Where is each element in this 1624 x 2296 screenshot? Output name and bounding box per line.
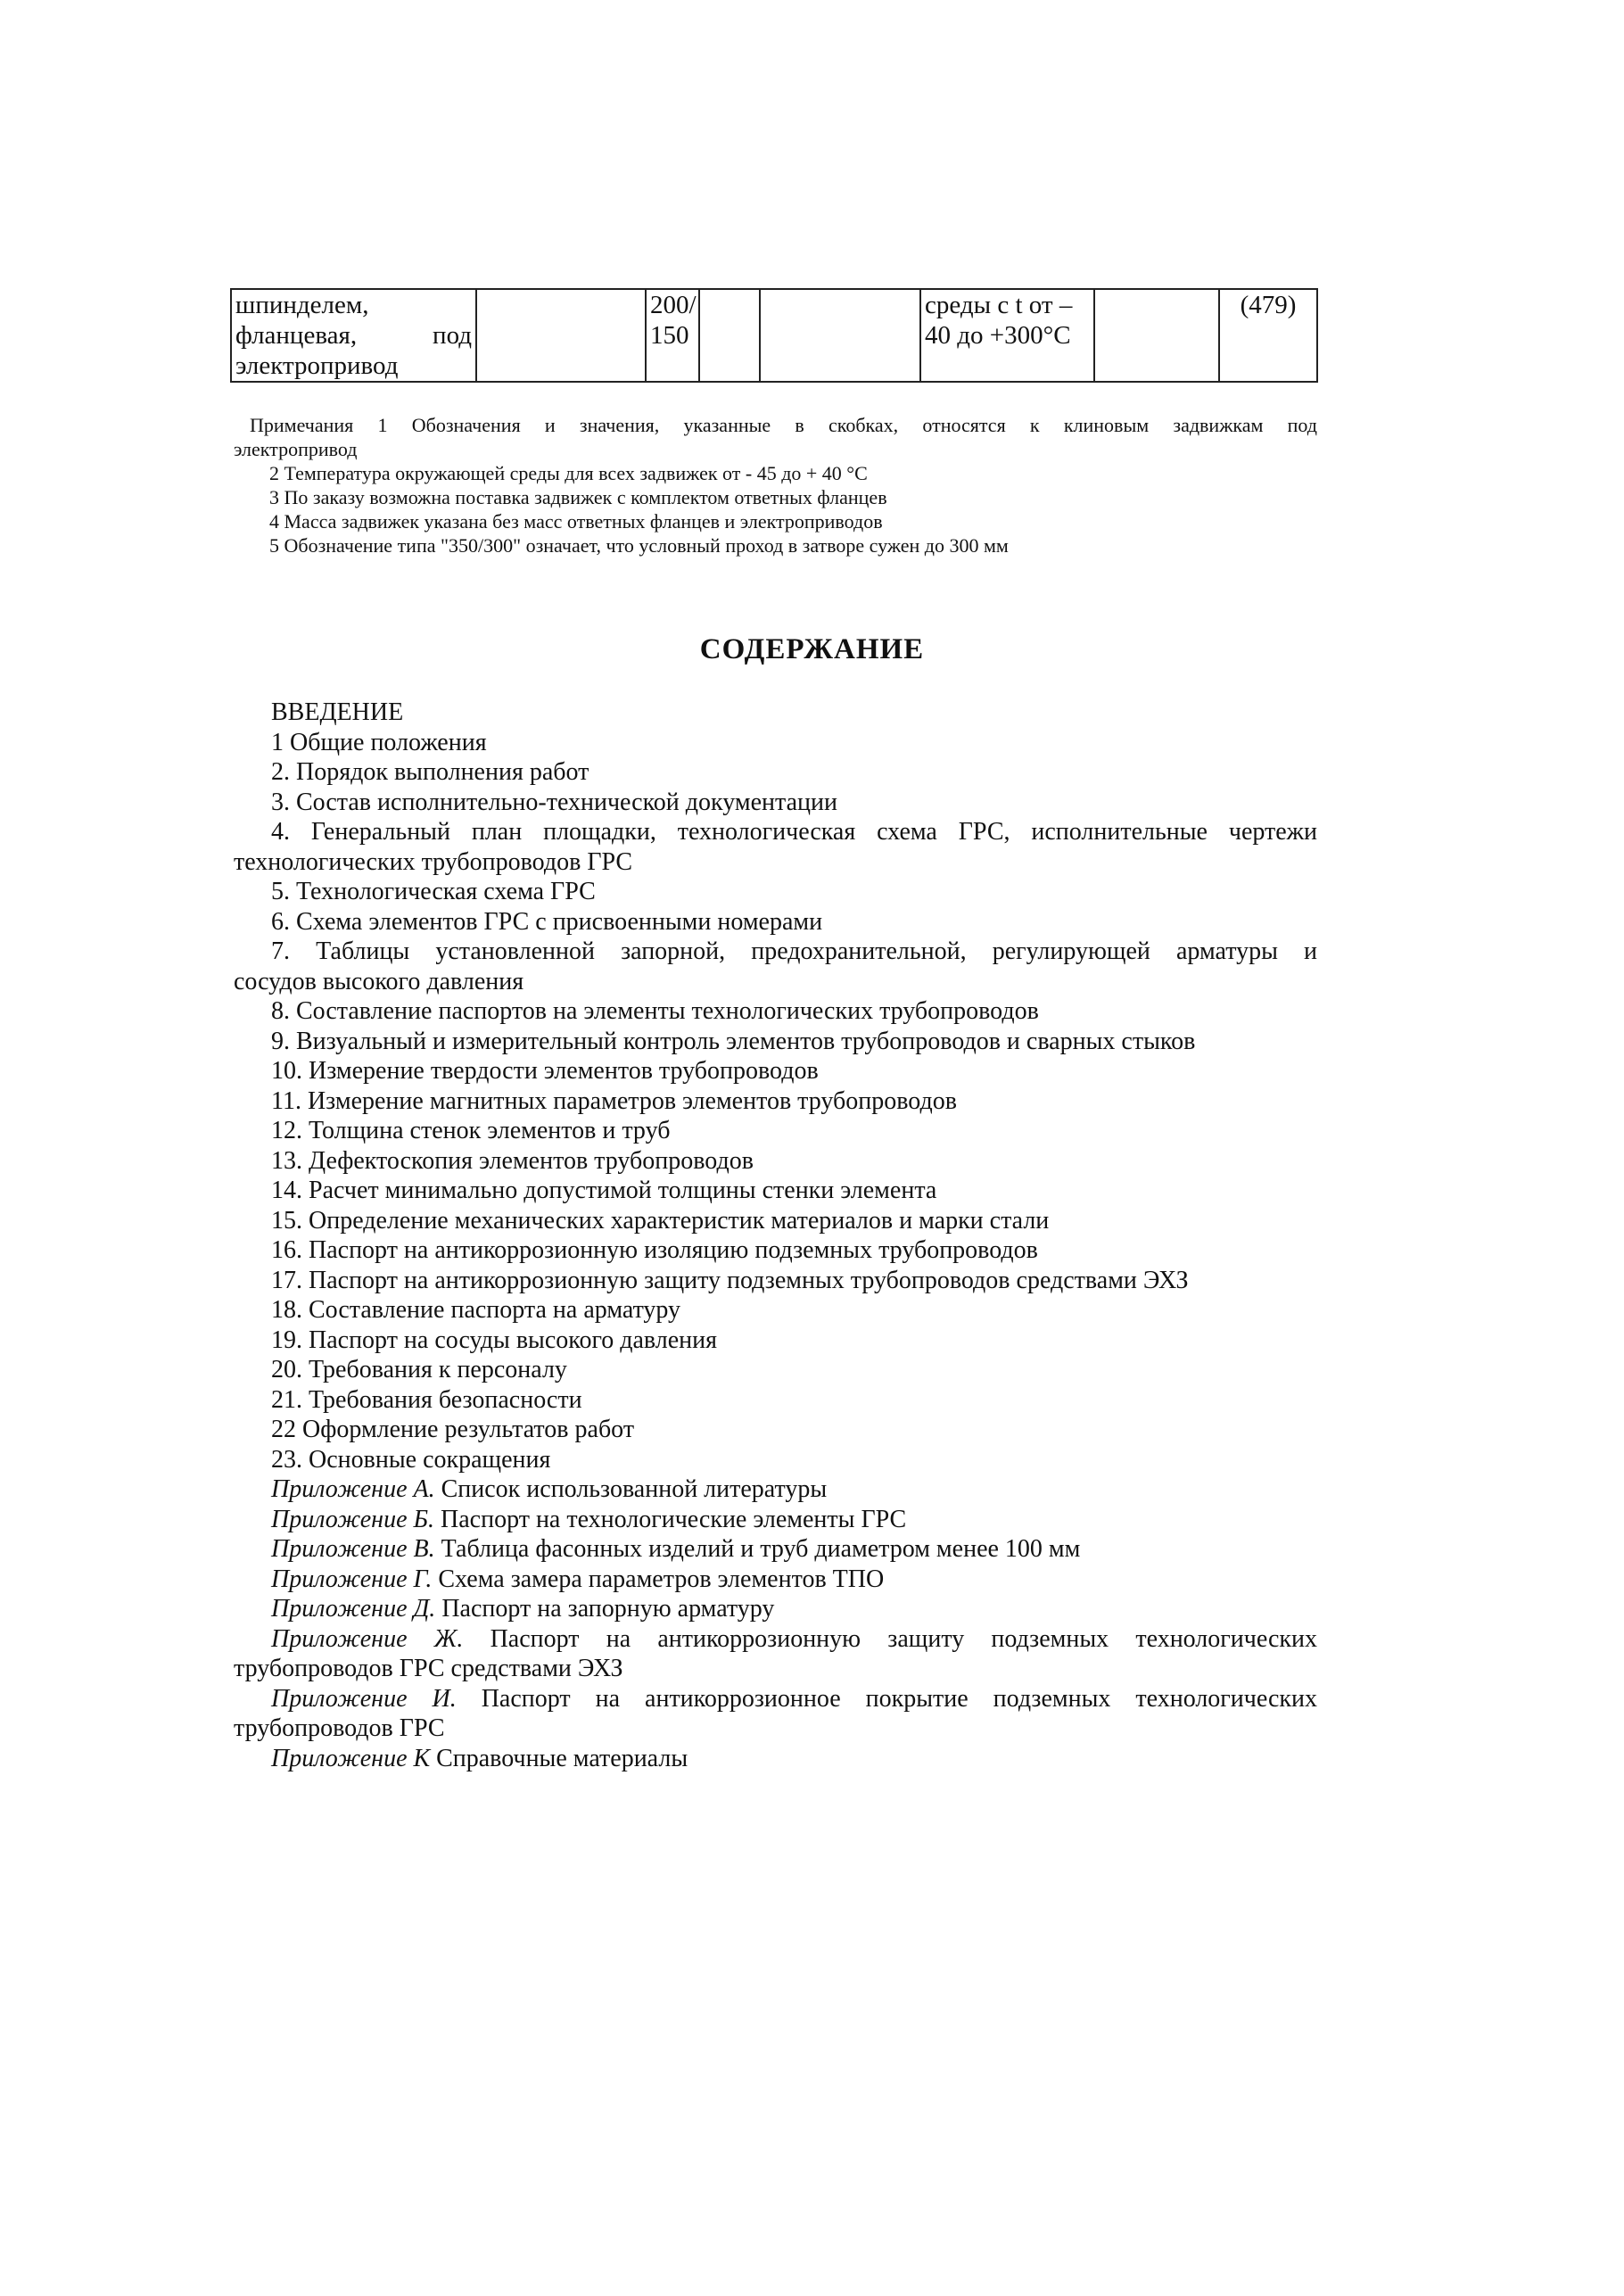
table-fragment (230, 288, 1318, 383)
table-of-contents (234, 698, 1317, 1773)
note-item: 3 По заказу возможна поставка задвижек с комплектом ответных фланцев (269, 486, 887, 508)
toc-item-continuation: трубопроводов ГРС средствами ЭХЗ (234, 1655, 623, 1682)
toc-item: 1 Общие положения (271, 728, 487, 756)
toc-item: 12. Толщина стенок элементов и труб (271, 1117, 671, 1144)
table-cell-empty (476, 289, 646, 382)
toc-item: 21. Требования безопасности (271, 1385, 582, 1414)
toc-item: 5. Технологическая схема ГРС (271, 878, 596, 905)
toc-item: 10. Измерение твердости элементов трубопроводов (271, 1057, 819, 1085)
toc-item: 15. Определение механических характеристик материалов и марки стали (271, 1206, 1050, 1235)
toc-item: 23. Основные сокращения (271, 1445, 551, 1474)
toc-item: 20. Требования к персоналу (271, 1356, 567, 1383)
toc-item: 16. Паспорт на антикоррозионную изоляцию подземных трубопроводов (271, 1236, 1038, 1264)
toc-appendix: Приложение Д. Паспорт на запорную арматуру (271, 1595, 775, 1623)
toc-item: 2. Порядок выполнения работ (271, 758, 589, 786)
toc-appendix: Приложение И. Паспорт на антикоррозионное покрытие подземных технологических (271, 1684, 1317, 1713)
toc-item: 6. Схема элементов ГРС с присвоенными номерами (271, 907, 823, 936)
toc-appendix: Приложение В. Таблица фасонных изделий и труб диаметром менее 100 мм (271, 1535, 1081, 1563)
table-cell-environment: среды с t от – 40 до +300°С (920, 289, 1094, 382)
note-line: электропривод (234, 438, 358, 460)
table-row (231, 289, 1317, 382)
toc-item-continuation: технологических трубопроводов ГРС (234, 847, 633, 876)
table-cell-mass: (479) (1219, 289, 1317, 382)
toc-item: 7. Таблицы установленной запорной, предохранительной, регулирующей арматуры и (271, 937, 1317, 965)
toc-item: 3. Состав исполнительно-технической документации (271, 788, 837, 816)
toc-item: 13. Дефектоскопия элементов трубопроводов (271, 1146, 754, 1175)
note-item: 4 Масса задвижек указана без масс ответных фланцев и электроприводов (269, 510, 883, 533)
toc-item: 11. Измерение магнитных параметров элементов трубопроводов (271, 1086, 957, 1115)
toc-item: ВВЕДЕНИЕ (271, 698, 404, 726)
note-line: Примечания 1 Обозначения и значения, указанные в скобках, относятся к клиновым задвижкам под (250, 414, 1317, 436)
note-item: 5 Обозначение типа "350/300" означает, что условный проход в затворе сужен до 300 мм (269, 534, 1009, 557)
table-cell-diameter: 200/ 150 (646, 289, 699, 382)
toc-item: 9. Визуальный и измерительный контроль элементов трубопроводов и сварных стыков (271, 1027, 1196, 1055)
toc-item: 4. Генеральный план площадки, технологическая схема ГРС, исполнительные чертежи (271, 818, 1317, 846)
toc-item-continuation: сосудов высокого давления (234, 967, 524, 995)
note-item: 2 Температура окружающей среды для всех задвижек от - 45 до + 40 °С (269, 462, 868, 484)
table-cell-description: шпинделем, фланцевая, под электропривод (231, 289, 476, 382)
toc-appendix: Приложение Ж. Паспорт на антикоррозионную защиту подземных технологических (271, 1624, 1317, 1653)
table-notes (234, 413, 1317, 557)
toc-appendix: Приложение Б. Паспорт на технологические элементы ГРС (271, 1505, 907, 1533)
table-cell-empty (760, 289, 920, 382)
toc-item: 17. Паспорт на антикоррозионную защиту подземных трубопроводов средствами ЭХЗ (271, 1266, 1189, 1294)
toc-item: 19. Паспорт на сосуды высокого давления (271, 1326, 718, 1354)
toc-appendix: Приложение А. Список использованной литературы (271, 1475, 828, 1503)
toc-item: 18. Составление паспорта на арматуру (271, 1296, 681, 1324)
table-cell-empty (1094, 289, 1219, 382)
toc-item-continuation: трубопроводов ГРС (234, 1714, 445, 1742)
toc-appendix: Приложение К Справочные материалы (271, 1744, 688, 1772)
toc-item: 14. Расчет минимально допустимой толщины стенки элемента (271, 1177, 937, 1204)
toc-item: 8. Составление паспортов на элементы технологических трубопроводов (271, 997, 1039, 1025)
toc-title: СОДЕРЖАНИЕ (699, 633, 925, 665)
table-cell-empty (699, 289, 760, 382)
toc-item: 22 Оформление результатов работ (271, 1416, 635, 1443)
toc-appendix: Приложение Г. Схема замера параметров элементов ТПО (271, 1565, 885, 1593)
